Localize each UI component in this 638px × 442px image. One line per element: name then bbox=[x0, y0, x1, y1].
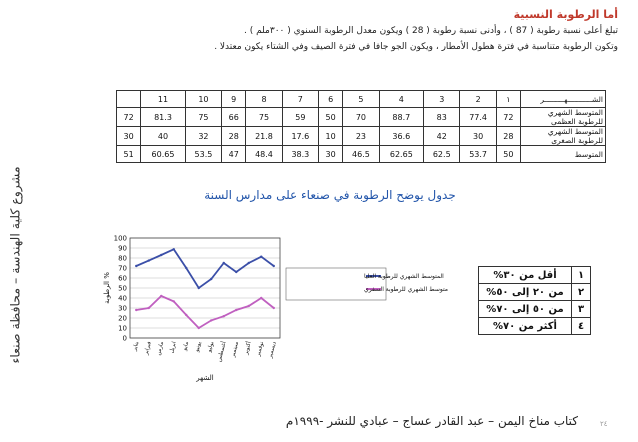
x-tick-label: مارس bbox=[155, 340, 166, 357]
table-cell: 83 bbox=[424, 108, 460, 127]
x-tick-label: يونيو bbox=[194, 340, 203, 353]
legend-label: متوسط الشهري للرطوبة السفري bbox=[364, 286, 448, 293]
legend-row bbox=[479, 301, 591, 318]
legend-num: ٢ bbox=[572, 284, 591, 301]
table-cell: 28 bbox=[222, 127, 246, 146]
month-cell: 4 bbox=[379, 91, 423, 108]
table-cell: 30 bbox=[117, 127, 141, 146]
data-point bbox=[185, 314, 187, 316]
month-cell: 2 bbox=[460, 91, 496, 108]
table-cell: 53.7 bbox=[460, 146, 496, 163]
x-tick-label: نوفمبر bbox=[255, 340, 266, 357]
month-cell: 11 bbox=[141, 91, 185, 108]
table-cell: 50 bbox=[496, 146, 520, 163]
x-tick-label: ديسمبر bbox=[267, 340, 278, 359]
legend-row bbox=[479, 284, 591, 301]
y-tick-label: 40 bbox=[118, 294, 127, 303]
data-point bbox=[223, 262, 225, 264]
data-point bbox=[148, 259, 150, 261]
y-tick-label: 0 bbox=[122, 334, 127, 343]
data-point bbox=[185, 267, 187, 269]
month-cell: 9 bbox=[222, 91, 246, 108]
legend-num: ٤ bbox=[572, 318, 591, 335]
x-tick-label: ابريل bbox=[168, 340, 178, 354]
table-cell: 75 bbox=[185, 108, 221, 127]
data-point bbox=[273, 307, 275, 309]
x-tick-label: أكتوبر bbox=[243, 340, 253, 356]
data-point bbox=[135, 265, 137, 267]
table-cell: 47 bbox=[222, 146, 246, 163]
table-row bbox=[117, 146, 606, 163]
x-tick-label: مايو bbox=[182, 340, 191, 352]
data-point bbox=[248, 262, 250, 264]
legend-text: أكثر من ٧٠% bbox=[479, 318, 572, 335]
y-tick-label: 30 bbox=[118, 304, 127, 313]
legend-text: أقل من ٣٠% bbox=[479, 267, 572, 284]
table-cell: 51 bbox=[117, 146, 141, 163]
table-cell: 88.7 bbox=[379, 108, 423, 127]
month-cell: 6 bbox=[319, 91, 343, 108]
x-tick-label: سبتمبر bbox=[230, 340, 241, 358]
month-cell: 8 bbox=[246, 91, 282, 108]
side-title bbox=[4, 100, 26, 430]
source-footer: كتاب مناخ اليمن – عبد القادر عساج – عبادي للنشر -١٩٩٩م bbox=[285, 414, 578, 428]
y-tick-label: 50 bbox=[118, 284, 127, 293]
table-cell: 60.65 bbox=[141, 146, 185, 163]
y-tick-label: 90 bbox=[118, 244, 127, 253]
table-cell: 28 bbox=[496, 127, 520, 146]
row-label: المتوسط bbox=[521, 146, 606, 163]
table-cell: 46.5 bbox=[343, 146, 379, 163]
data-point bbox=[173, 248, 175, 250]
paragraph-2: وتكون الرطوبة متناسبة في فترة هطول الأمطار ، ويكون الجو جافا في فترة الصيف وفي الشتاء يكون معتدلا . bbox=[214, 42, 618, 52]
y-tick-label: 100 bbox=[113, 234, 127, 243]
table-row bbox=[117, 108, 606, 127]
table-cell: 17.6 bbox=[282, 127, 318, 146]
legend-row bbox=[479, 318, 591, 335]
table-cell: 50 bbox=[319, 108, 343, 127]
y-tick-label: 60 bbox=[118, 274, 127, 283]
data-point bbox=[260, 256, 262, 258]
table-cell: 70 bbox=[343, 108, 379, 127]
section-heading: أما الرطوبة النسبية bbox=[513, 8, 618, 21]
data-point bbox=[235, 309, 237, 311]
table-cell: 75 bbox=[246, 108, 282, 127]
month-cell: 7 bbox=[282, 91, 318, 108]
table-cell: 21.8 bbox=[246, 127, 282, 146]
month-cell: 3 bbox=[424, 91, 460, 108]
humidity-table bbox=[116, 90, 606, 163]
month-cell: 5 bbox=[343, 91, 379, 108]
row-label: المتوسط الشهري للرطوبة الصغرى bbox=[521, 127, 606, 146]
table-cell: 66 bbox=[222, 108, 246, 127]
x-tick-label: يناير bbox=[131, 340, 141, 352]
data-point bbox=[160, 254, 162, 256]
legend-label: المتوسط الشهري للرطوبة العليا bbox=[364, 273, 444, 280]
table-cell: 72 bbox=[496, 108, 520, 127]
table-cell: 62.5 bbox=[424, 146, 460, 163]
table-cell: 48.4 bbox=[246, 146, 282, 163]
month-cell: 10 bbox=[185, 91, 221, 108]
range-legend-table bbox=[478, 266, 591, 335]
data-point bbox=[173, 300, 175, 302]
x-tick-label: يوليو bbox=[206, 340, 216, 353]
table-header-row bbox=[117, 91, 606, 108]
table-caption: جدول يوضح الرطوبة في صنعاء على مدارس السنة bbox=[204, 188, 456, 202]
page-number: ٢٤ bbox=[600, 420, 608, 428]
table-cell: 53.5 bbox=[185, 146, 221, 163]
y-tick-label: 80 bbox=[118, 254, 127, 263]
table-cell: 10 bbox=[319, 127, 343, 146]
data-point bbox=[223, 315, 225, 317]
legend-text: من ٢٠ إلى ٥٠% bbox=[479, 284, 572, 301]
data-point bbox=[248, 305, 250, 307]
table-row bbox=[117, 127, 606, 146]
data-point bbox=[198, 327, 200, 329]
y-tick-label: 70 bbox=[118, 264, 127, 273]
series-line-2 bbox=[136, 296, 274, 328]
table-cell: 81.3 bbox=[141, 108, 185, 127]
data-point bbox=[210, 278, 212, 280]
y-axis-label: الرطوبة % bbox=[103, 272, 111, 304]
legend-num: ١ bbox=[572, 267, 591, 284]
table-cell: 72 bbox=[117, 108, 141, 127]
data-point bbox=[148, 307, 150, 309]
month-cell: ١ bbox=[496, 91, 520, 108]
data-point bbox=[235, 271, 237, 273]
paragraph-1: تبلغ أعلى نسبة رطوبة ( 87 ) ، وأدنى نسبة رطوبة ( 28 ) ويكون معدل الرطوبة السنوي ( ٣٠٠ملم ) . bbox=[243, 26, 618, 36]
table-cell: 30 bbox=[460, 127, 496, 146]
data-point bbox=[273, 265, 275, 267]
table-cell: 32 bbox=[185, 127, 221, 146]
data-point bbox=[160, 295, 162, 297]
x-tick-label: فبراير bbox=[143, 340, 153, 356]
side-title-text: مشروع كلية الهندسة – محافظة صنعاء bbox=[7, 166, 23, 364]
table-cell: 36.6 bbox=[379, 127, 423, 146]
table-cell: 38.3 bbox=[282, 146, 318, 163]
data-point bbox=[210, 319, 212, 321]
series-line-1 bbox=[136, 249, 274, 288]
table-cell: 42 bbox=[424, 127, 460, 146]
legend-num: ٣ bbox=[572, 301, 591, 318]
table-cell: 40 bbox=[141, 127, 185, 146]
x-tick-label: أغسطس bbox=[216, 340, 228, 363]
data-point bbox=[260, 297, 262, 299]
data-point bbox=[198, 287, 200, 289]
table-cell: 30 bbox=[319, 146, 343, 163]
humidity-chart bbox=[100, 228, 448, 383]
table-cell: 23 bbox=[343, 127, 379, 146]
row-label: المتوسط الشهري للرطوبة العظمى bbox=[521, 108, 606, 127]
table-cell: 59 bbox=[282, 108, 318, 127]
legend-row bbox=[479, 267, 591, 284]
y-tick-label: 20 bbox=[118, 314, 127, 323]
x-axis-label: الشهر bbox=[196, 374, 214, 382]
month-header: الشـــــــــــهـــــــــر bbox=[521, 91, 606, 108]
table-cell: 77.4 bbox=[460, 108, 496, 127]
data-point bbox=[135, 309, 137, 311]
table-cell: 62.65 bbox=[379, 146, 423, 163]
y-tick-label: 10 bbox=[118, 324, 127, 333]
legend-text: من ٥٠ إلى ٧٠% bbox=[479, 301, 572, 318]
month-cell bbox=[117, 91, 141, 108]
